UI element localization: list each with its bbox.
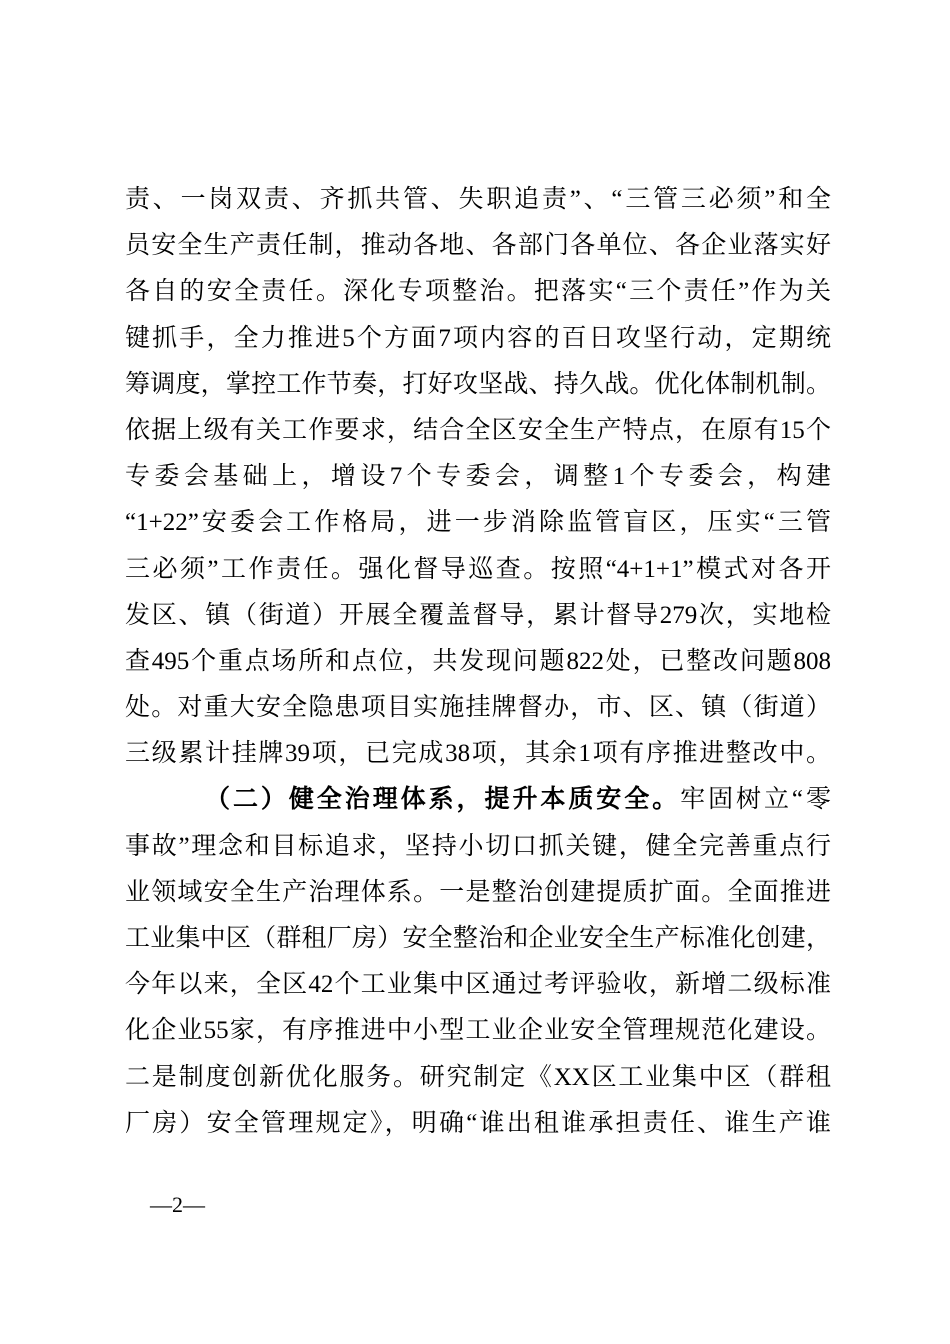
text-line: 员安全生产责任制，推动各地、各部门各单位、各企业落实好 (125, 232, 831, 260)
text-line: 筹调度，掌控工作节奏，打好攻坚战、持久战。优化体制机制。 (125, 370, 831, 398)
text-line: 依据上级有关工作要求，结合全区安全生产特点，在原有15个 (125, 416, 831, 444)
text-run: 牢固树立“零 (680, 786, 831, 814)
paragraph-2 (125, 777, 831, 1147)
text-line: 今年以来，全区42个工业集中区通过考评验收，新增二级标准 (125, 971, 831, 999)
text-line: 厂房）安全管理规定》，明确“谁出租谁承担责任、谁生产谁 (125, 1109, 831, 1137)
document-body (125, 177, 831, 1147)
text-line: 工业集中区（群租厂房）安全整治和企业安全生产标准化创建， (125, 925, 831, 952)
text-line: 处。对重大安全隐患项目实施挂牌督办，市、区、镇（街道） (125, 694, 831, 722)
text-line: 三级累计挂牌39项，已完成38项，其余1项有序推进整改中。 (125, 740, 831, 768)
text-line: 三必须”工作责任。强化督导巡查。按照“4+1+1”模式对各开 (125, 555, 831, 583)
paragraph-1 (125, 177, 831, 777)
section-heading: （二）健全治理体系，提升本质安全。 (205, 786, 681, 814)
text-line: 发区、镇（街道）开展全覆盖督导，累计督导279次，实地检 (125, 601, 831, 629)
text-line: 化企业55家，有序推进中小型工业企业安全管理规范化建设。 (125, 1017, 831, 1045)
text-line: 专委会基础上，增设7个专委会，调整1个专委会，构建 (125, 463, 831, 491)
text-line: “1+22”安委会工作格局，进一步消除监管盲区，压实“三管 (125, 509, 831, 537)
text-line: 事故”理念和目标追求，坚持小切口抓关键，健全完善重点行 (125, 832, 831, 860)
page-number: —2— (150, 1192, 205, 1217)
text-line: 业领域安全生产治理体系。一是整治创建提质扩面。全面推进 (125, 878, 831, 906)
text-line: 二是制度创新优化服务。研究制定《XX区工业集中区（群租 (125, 1063, 831, 1091)
text-line: 各自的安全责任。深化专项整治。把落实“三个责任”作为关 (125, 278, 831, 306)
text-line: 键抓手，全力推进5个方面7项内容的百日攻坚行动，定期统 (125, 324, 831, 352)
text-line: 责、一岗双责、齐抓共管、失职追责”、“三管三必须”和全 (125, 186, 831, 213)
text-line: 查495个重点场所和点位，共发现问题822处，已整改问题808 (125, 647, 831, 675)
text-line-first (125, 777, 831, 823)
